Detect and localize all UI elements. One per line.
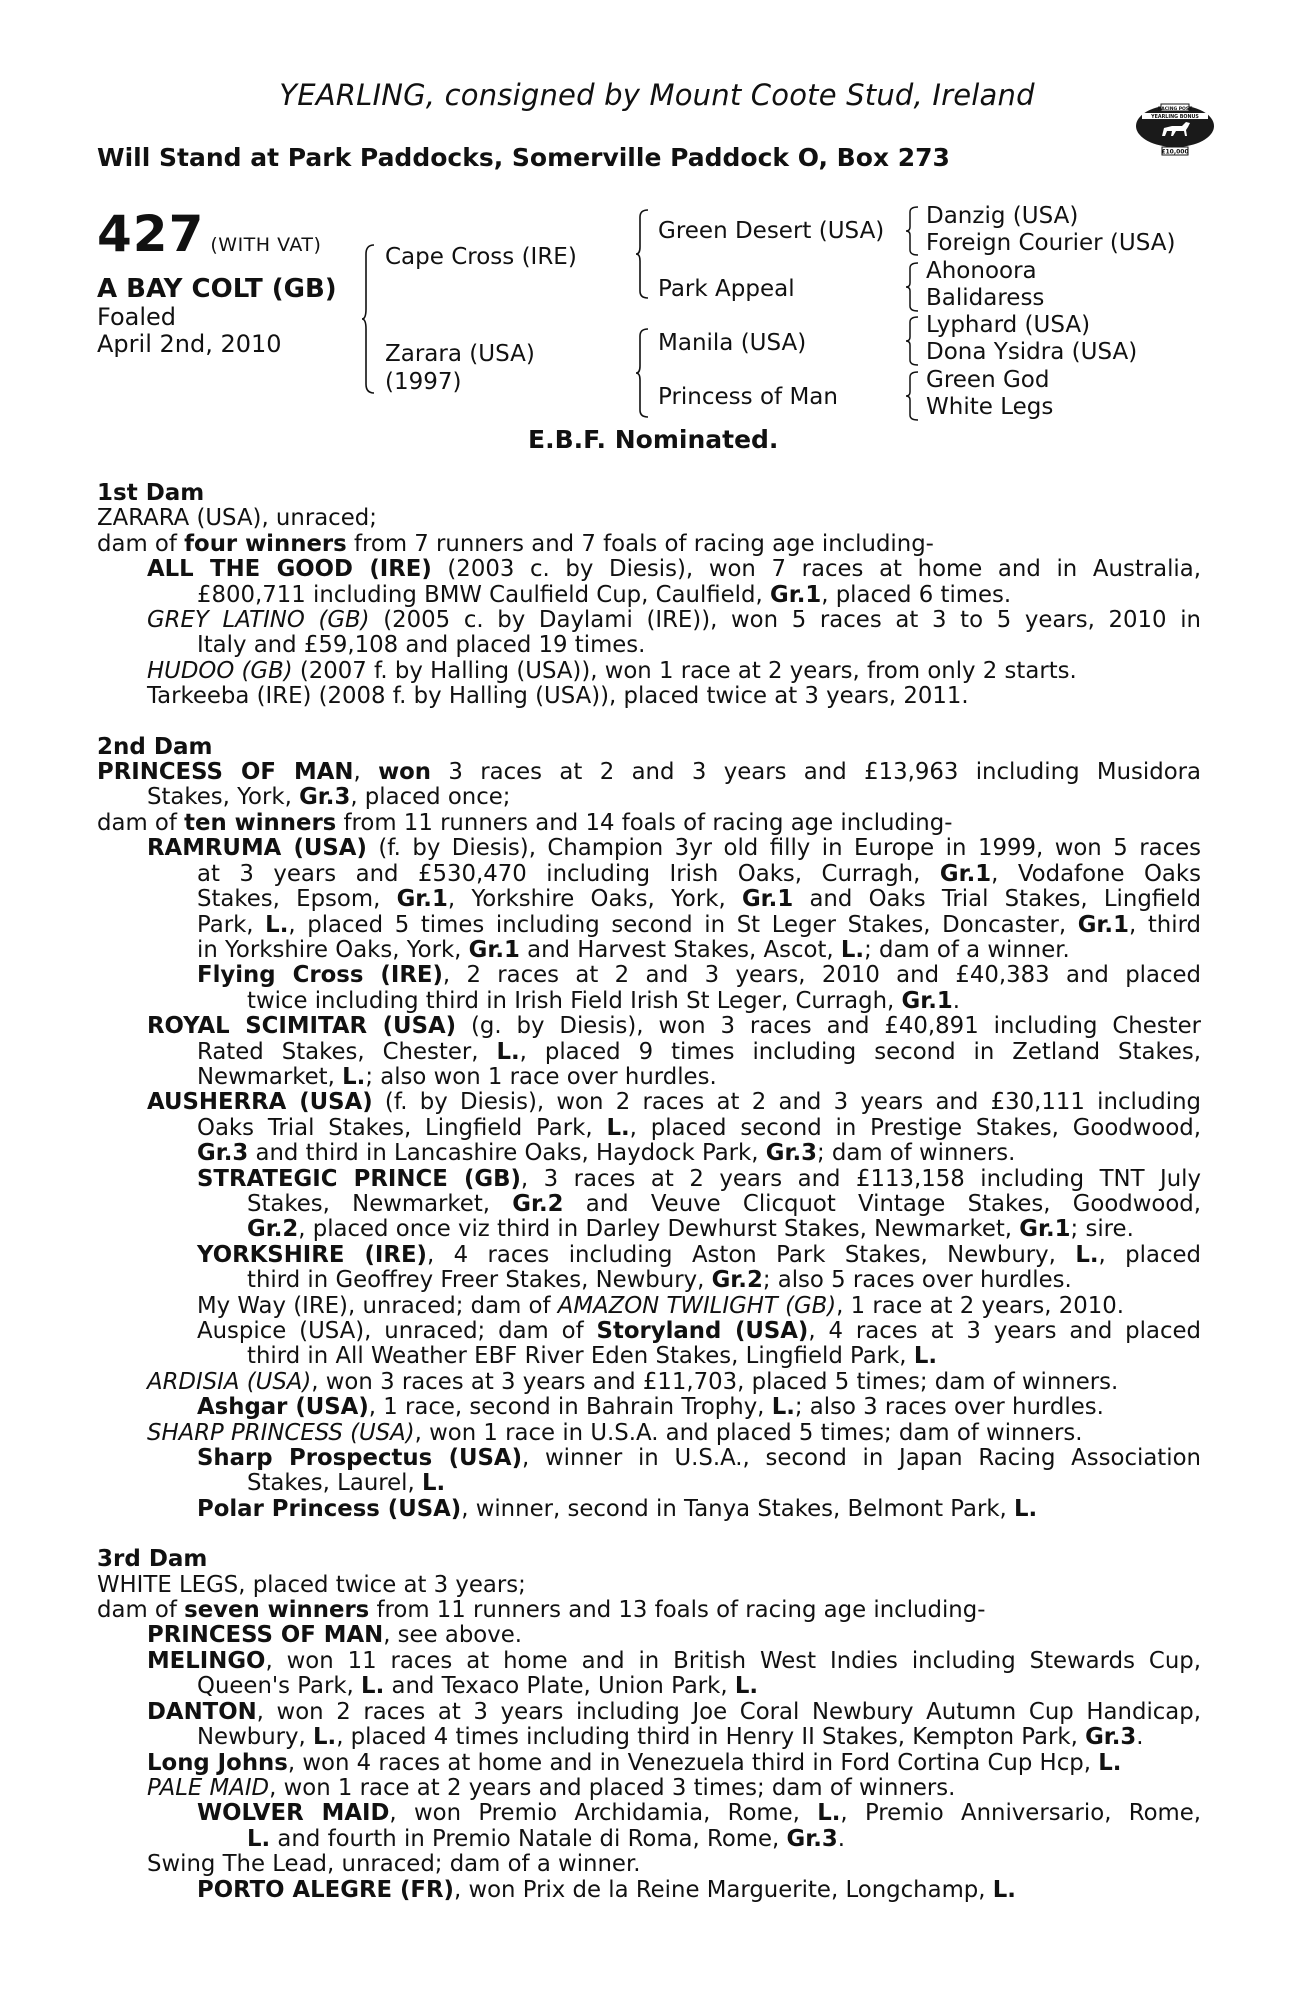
badge-amount: £10,000 xyxy=(1161,148,1189,156)
text-run: , won Premio Archidamia, Rome, xyxy=(389,1800,818,1827)
text-run: ARDISIA (USA) xyxy=(147,1368,312,1395)
foaled-label: Foaled xyxy=(97,303,177,331)
text-run: from 7 runners and 7 foals of racing age including- xyxy=(346,530,934,557)
text-run: PALE MAID xyxy=(147,1774,270,1801)
text-run: , placed xyxy=(1098,1241,1201,1268)
text-run: , won 1 race in U.S.A. and placed 5 times; dam of winners. xyxy=(414,1419,1083,1446)
text-run: and Texaco Plate, Union Park, xyxy=(384,1673,735,1700)
text-run: RAMRUMA (USA) xyxy=(147,835,367,862)
text-line xyxy=(97,1674,1201,1699)
text-line xyxy=(97,1370,1201,1395)
text-line xyxy=(97,1421,1201,1446)
pedigree-brace-gen3-2 xyxy=(906,262,920,312)
text-run: and third in Lancashire Oaks, Haydock Park, xyxy=(248,1140,766,1167)
pedigree-brace-gen3-1 xyxy=(906,206,920,256)
text-run: , Vodafone Oaks xyxy=(991,860,1201,887)
text-run: ; sire. xyxy=(1070,1216,1134,1243)
text-line xyxy=(97,1268,1201,1293)
text-run: Gr.1 xyxy=(396,886,448,913)
text-run: HUDOO (GB) xyxy=(147,657,293,684)
text-run: L. xyxy=(840,936,865,963)
text-run: (f. by Diesis), Champion 3yr old filly in Europe in 1999, won 5 races xyxy=(366,835,1202,862)
text-line xyxy=(97,1573,1201,1598)
lot-number: 427 xyxy=(97,205,205,263)
text-line xyxy=(97,1167,1201,1192)
text-run: , placed 5 times including second in St Leger Stakes, Doncaster, xyxy=(288,911,1078,938)
text-run: Storyland (USA) xyxy=(596,1318,809,1344)
section-gap xyxy=(97,1522,1201,1547)
text-run: , placed once viz third in Darley Dewhurst Stakes, Newmarket, xyxy=(298,1216,1020,1243)
text-run: and Harvest Stakes, Ascot, xyxy=(519,936,841,963)
text-run: MELINGO xyxy=(147,1647,266,1674)
text-line xyxy=(97,1623,1201,1648)
gen3-dona-ysidra: Dona Ysidra (USA) xyxy=(926,339,1138,365)
text-run: dam of xyxy=(97,1597,185,1624)
text-run: ; dam of a winner. xyxy=(864,936,1070,963)
gen3-foreign-courier: Foreign Courier (USA) xyxy=(926,230,1176,256)
text-line xyxy=(97,1217,1201,1242)
text-line xyxy=(97,1294,1201,1319)
text-run: ; also 5 races over hurdles. xyxy=(762,1267,1072,1294)
text-run: Park, xyxy=(197,911,266,938)
text-line xyxy=(97,1649,1201,1674)
text-run: L. xyxy=(422,1470,446,1497)
text-line xyxy=(97,1497,1201,1522)
section-heading xyxy=(97,735,1201,760)
dam-year: (1997) xyxy=(385,369,462,395)
text-run: , placed once; xyxy=(350,784,511,811)
horse-name: A BAY COLT (GB) xyxy=(97,274,337,304)
lot-header xyxy=(97,205,321,263)
text-run: AMAZON TWILIGHT (GB) xyxy=(557,1292,837,1319)
gen3-green-god: Green God xyxy=(926,367,1050,393)
text-run: Gr.2 xyxy=(247,1216,299,1243)
text-run: , winner, second in Tanya Stakes, Belmont Park, xyxy=(461,1495,1015,1522)
yearling-bonus-badge xyxy=(1134,100,1216,158)
text-run: PORTO ALEGRE (FR) xyxy=(197,1876,454,1903)
pedigree-brace-sire xyxy=(636,209,652,299)
text-run: ZARARA (USA), unraced; xyxy=(97,505,377,532)
text-run: ALL THE GOOD (IRE) xyxy=(147,556,432,583)
text-run: L. xyxy=(1098,1749,1122,1776)
text-line xyxy=(97,506,1201,531)
text-run: third in All Weather EBF River Eden Stakes, Lingfield Park, xyxy=(247,1343,914,1370)
text-run: , see above. xyxy=(383,1622,523,1649)
text-run: Italy and £59,108 and placed 19 times. xyxy=(197,632,646,659)
text-run: My Way (IRE), unraced; dam of xyxy=(197,1292,558,1319)
text-run: AUSHERRA (USA) xyxy=(147,1089,373,1116)
text-run: and fourth in Premio Natale di Roma, Rome, xyxy=(270,1825,787,1852)
text-run: Ashgar (USA) xyxy=(197,1394,369,1421)
text-run: (2005 c. by Daylami (IRE)), won 5 races at 3 to 5 years, 2010 in xyxy=(369,607,1201,634)
text-run: , placed 4 times including third in Henry II Stakes, Kempton Park, xyxy=(336,1724,1086,1751)
section-heading xyxy=(97,481,1201,506)
text-run: ; also 3 races over hurdles. xyxy=(794,1394,1104,1421)
gen3-lyphard: Lyphard (USA) xyxy=(926,312,1091,338)
text-run: (f. by Diesis), won 2 races at 2 and 3 years and £30,111 including xyxy=(372,1089,1201,1116)
text-line xyxy=(97,1852,1201,1877)
text-run: ; dam of winners. xyxy=(816,1140,1016,1167)
text-line xyxy=(97,583,1201,608)
text-run: and Oaks Trial Stakes, Lingfield xyxy=(793,886,1201,913)
text-run: four winners xyxy=(184,530,347,557)
text-run: L. xyxy=(734,1673,759,1700)
text-line xyxy=(97,1141,1201,1166)
text-line xyxy=(97,1040,1201,1065)
text-run: twice including third in Irish Field Irish St Leger, Curragh, xyxy=(247,987,902,1014)
text-line xyxy=(97,659,1201,684)
text-run: ; also won 1 race over hurdles. xyxy=(365,1063,717,1090)
text-run: STRATEGIC PRINCE (GB) xyxy=(197,1165,521,1192)
text-run: won xyxy=(378,759,432,786)
text-run: , 2 races at 2 and 3 years, 2010 and £40,383 and placed xyxy=(442,962,1201,989)
text-run: Flying Cross (IRE) xyxy=(197,962,443,989)
text-run: ROYAL SCIMITAR (USA) xyxy=(147,1013,457,1040)
text-run: , winner in U.S.A., second in Japan Racing Association xyxy=(522,1445,1201,1472)
sire: Cape Cross (IRE) xyxy=(385,244,577,270)
text-run: . xyxy=(1136,1724,1144,1751)
badge-mid-text: YEARLING BONUS xyxy=(1151,115,1199,120)
text-run: , placed second in Prestige Stakes, Goodwood, xyxy=(629,1114,1201,1141)
text-run: WHITE LEGS, placed twice at 3 years; xyxy=(97,1571,526,1598)
text-run: Newbury, xyxy=(197,1724,313,1751)
text-run: Stakes, Newmarket, xyxy=(247,1190,513,1217)
badge-top-text: RACING POST xyxy=(1157,107,1193,112)
text-line xyxy=(97,633,1201,658)
text-line xyxy=(97,1116,1201,1141)
text-line xyxy=(97,963,1201,988)
text-run: L. xyxy=(992,1876,1016,1903)
text-run: 3rd Dam xyxy=(97,1546,208,1573)
text-run: and Veuve Clicquot Vintage Stakes, Goodwood, xyxy=(563,1190,1201,1217)
text-run: WOLVER MAID xyxy=(197,1800,390,1827)
family-notes xyxy=(97,481,1201,1903)
text-run: , 1 race, second in Bahrain Trophy, xyxy=(368,1394,772,1421)
text-line xyxy=(97,1090,1201,1115)
text-line xyxy=(97,989,1201,1014)
text-line xyxy=(97,1192,1201,1217)
text-run: YORKSHIRE (IRE) xyxy=(197,1241,427,1268)
text-run: , 3 races at 2 years and £113,158 including TNT July xyxy=(520,1165,1201,1192)
text-run: Stakes, Laurel, xyxy=(247,1470,423,1497)
text-run: ten winners xyxy=(184,809,337,836)
text-run: Sharp Prospectus (USA) xyxy=(197,1445,522,1472)
text-run: Long Johns xyxy=(147,1749,288,1776)
text-run: from 11 runners and 14 foals of racing age including- xyxy=(336,809,953,836)
text-run: (2007 f. by Halling (USA)), won 1 race at 2 years, from only 2 starts. xyxy=(292,657,1077,684)
text-line xyxy=(97,862,1201,887)
text-run: Gr.2 xyxy=(711,1267,763,1294)
text-run: Gr.1 xyxy=(901,987,953,1014)
text-run: L. xyxy=(342,1063,366,1090)
text-run: SHARP PRINCESS (USA) xyxy=(147,1419,415,1446)
text-run: in Yorkshire Oaks, York, xyxy=(197,936,469,963)
text-run: Tarkeeba (IRE) (2008 f. by Halling (USA)), placed twice at 3 years, 2011. xyxy=(147,683,969,710)
text-line xyxy=(97,532,1201,557)
text-line xyxy=(97,760,1201,785)
text-run: 2nd Dam xyxy=(97,733,213,760)
text-line xyxy=(97,1801,1201,1826)
text-run: L. xyxy=(913,1343,937,1370)
foaled-date: April 2nd, 2010 xyxy=(97,330,282,358)
text-run: Gr.3 xyxy=(197,1140,249,1167)
dam-dam: Princess of Man xyxy=(658,384,838,410)
text-line xyxy=(97,1878,1201,1903)
stabling-location: Will Stand at Park Paddocks, Somerville Paddock O, Box 273 xyxy=(97,143,950,172)
text-line xyxy=(97,684,1201,709)
text-run: L. xyxy=(606,1114,630,1141)
text-line xyxy=(97,1776,1201,1801)
text-run: Gr.1 xyxy=(769,581,822,608)
text-run: GREY LATINO (GB) xyxy=(147,607,370,634)
text-run: Gr.3 xyxy=(765,1140,817,1167)
text-run: Newmarket, xyxy=(197,1063,343,1090)
text-line xyxy=(97,1319,1201,1344)
text-run: , won 4 races at home and in Venezuela third in Ford Cortina Cup Hcp, xyxy=(287,1749,1099,1776)
text-run: , won 1 race at 2 years and placed 3 times; dam of winners. xyxy=(269,1774,956,1801)
text-run: 1st Dam xyxy=(97,480,205,506)
text-run: , xyxy=(353,759,379,786)
text-line xyxy=(97,785,1201,810)
text-run: PRINCESS OF MAN xyxy=(147,1622,384,1649)
text-run: at 3 years and £530,470 including Irish Oaks, Curragh, xyxy=(197,860,940,887)
text-line xyxy=(97,1751,1201,1776)
text-line xyxy=(97,887,1201,912)
text-line xyxy=(97,938,1201,963)
text-line xyxy=(97,1827,1201,1852)
pedigree-brace-main xyxy=(362,244,378,394)
text-line xyxy=(97,1344,1201,1369)
ebf-nomination: E.B.F. Nominated. xyxy=(528,425,779,454)
text-run: , won 2 races at 3 years including Joe Coral Newbury Autumn Cup Handicap, xyxy=(256,1698,1201,1725)
text-run: L. xyxy=(1075,1241,1099,1268)
text-run: L. xyxy=(496,1038,520,1065)
text-run: , Premio Anniversario, Rome, xyxy=(840,1800,1201,1827)
text-run: . xyxy=(952,987,961,1014)
text-run: DANTON xyxy=(147,1698,257,1725)
text-run: Gr.3 xyxy=(299,784,351,811)
text-line xyxy=(97,1598,1201,1623)
text-run: L. xyxy=(771,1394,795,1421)
text-run: , won 3 races at 3 years and £11,703, placed 5 times; dam of winners. xyxy=(311,1368,1119,1395)
text-run: , placed 6 times. xyxy=(821,581,1012,608)
text-run: 3 races at 2 and 3 years and £13,963 including Musidora xyxy=(431,759,1201,786)
text-run: , 4 races at 3 years and placed xyxy=(808,1318,1201,1344)
text-line xyxy=(97,1471,1201,1496)
text-run: £800,711 including BMW Caulfield Cup, Caulfield, xyxy=(197,581,770,608)
pedigree-brace-dam xyxy=(636,328,652,418)
text-run: Gr.3 xyxy=(786,1825,838,1852)
text-run: (g. by Diesis), won 3 races and £40,891 including Chester xyxy=(456,1013,1201,1040)
text-run: Gr.2 xyxy=(512,1190,564,1217)
text-run: L. xyxy=(1014,1495,1038,1522)
text-run: dam of xyxy=(97,809,185,836)
text-run: L. xyxy=(817,1800,841,1827)
text-run: , Yorkshire Oaks, York, xyxy=(447,886,742,913)
consignor-heading: YEARLING, consigned by Mount Coote Stud, Ireland xyxy=(279,78,1035,112)
text-run: . xyxy=(837,1825,845,1852)
text-line xyxy=(97,608,1201,633)
text-run: , won Prix de la Reine Marguerite, Longchamp, xyxy=(453,1876,993,1903)
text-line xyxy=(97,1725,1201,1750)
text-run: Stakes, Epsom, xyxy=(197,886,397,913)
text-line xyxy=(97,811,1201,836)
text-line xyxy=(97,1014,1201,1039)
dam-sire: Manila (USA) xyxy=(658,330,807,356)
text-run: L. xyxy=(361,1673,385,1700)
text-run: Rated Stakes, Chester, xyxy=(197,1038,497,1065)
gen3-white-legs: White Legs xyxy=(926,394,1054,420)
text-run: from 11 runners and 13 foals of racing age including- xyxy=(369,1597,986,1624)
text-run: Stakes, York, xyxy=(147,784,300,811)
text-run: PRINCESS OF MAN xyxy=(97,759,354,786)
text-run: , 1 race at 2 years, 2010. xyxy=(836,1292,1124,1319)
text-run: L. xyxy=(313,1724,337,1751)
text-run: Auspice (USA), unraced; dam of xyxy=(197,1318,597,1344)
text-line xyxy=(97,1446,1201,1471)
dam: Zarara (USA) xyxy=(385,341,535,367)
text-run: L. xyxy=(247,1825,271,1852)
gen3-danzig: Danzig (USA) xyxy=(926,203,1079,229)
text-line xyxy=(97,1243,1201,1268)
text-run: Gr.3 xyxy=(1085,1724,1137,1751)
text-line xyxy=(97,1065,1201,1090)
text-run: Swing The Lead, unraced; dam of a winner. xyxy=(147,1851,641,1878)
text-run: Gr.1 xyxy=(939,860,992,887)
text-run: Queen's Park, xyxy=(197,1673,362,1700)
text-run: , 4 races including Aston Park Stakes, Newbury, xyxy=(426,1241,1076,1268)
text-line xyxy=(97,1395,1201,1420)
text-run: Gr.1 xyxy=(1077,911,1129,938)
text-run: dam of xyxy=(97,530,185,557)
pedigree-brace-gen3-4 xyxy=(906,371,920,421)
text-run: , placed 9 times including second in Zetland Stakes, xyxy=(519,1038,1201,1065)
section-heading xyxy=(97,1547,1201,1572)
sire-sire: Green Desert (USA) xyxy=(658,218,885,244)
text-run: L. xyxy=(265,911,289,938)
text-run: , third xyxy=(1128,911,1202,938)
text-line xyxy=(97,1700,1201,1725)
text-run: third in Geoffrey Freer Stakes, Newbury, xyxy=(247,1267,712,1294)
text-line xyxy=(97,913,1201,938)
text-run: Oaks Trial Stakes, Lingfield Park, xyxy=(197,1114,607,1141)
text-run: (2003 c. by Diesis), won 7 races at home and in Australia, xyxy=(431,556,1201,583)
pedigree-brace-gen3-3 xyxy=(906,316,920,366)
text-run: Gr.1 xyxy=(1019,1216,1071,1243)
gen3-balidaress: Balidaress xyxy=(926,285,1045,311)
text-line xyxy=(97,557,1201,582)
vat-note: (WITH VAT) xyxy=(210,234,322,256)
text-line xyxy=(97,836,1201,861)
gen3-ahonoora: Ahonoora xyxy=(926,258,1037,284)
text-run: seven winners xyxy=(184,1597,370,1624)
text-run: Gr.1 xyxy=(468,936,520,963)
sire-dam: Park Appeal xyxy=(658,276,795,302)
text-run: Gr.1 xyxy=(741,886,794,913)
text-run: , won 11 races at home and in British West Indies including Stewards Cup, xyxy=(265,1647,1201,1674)
section-gap xyxy=(97,710,1201,735)
text-run: Polar Princess (USA) xyxy=(197,1495,462,1522)
